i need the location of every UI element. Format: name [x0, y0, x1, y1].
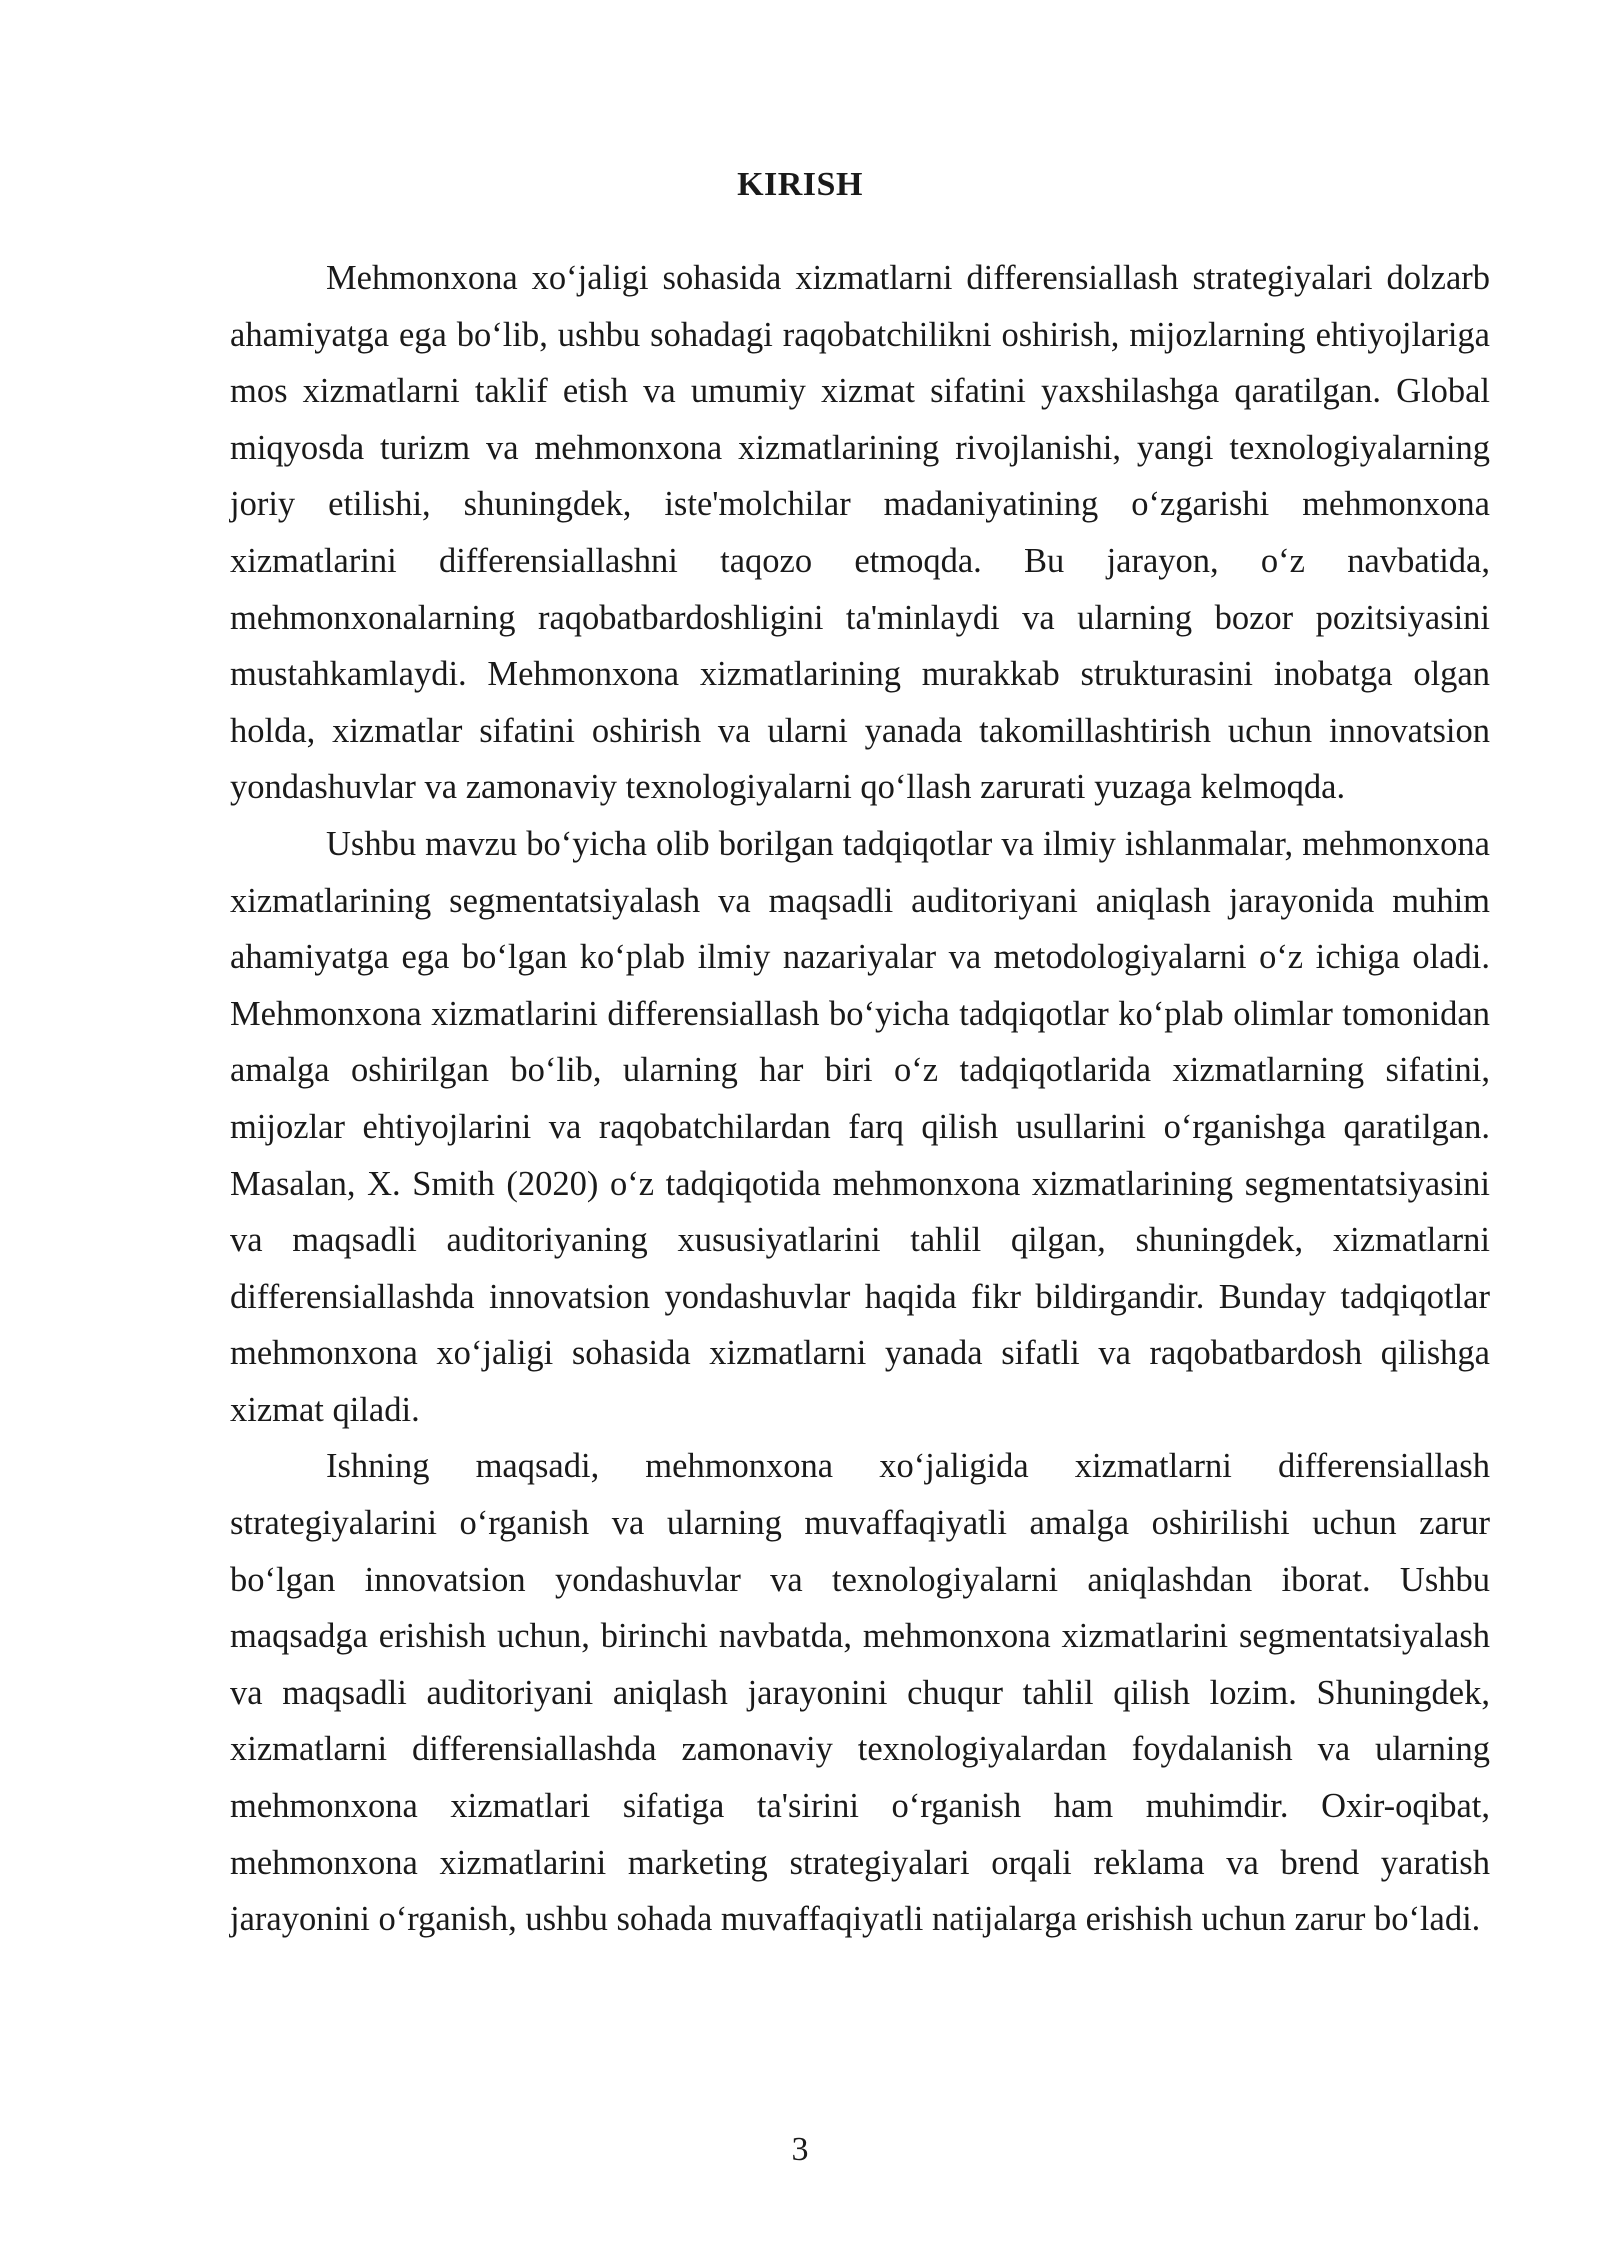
page-number: 3: [791, 2131, 809, 2168]
paragraph-1: Mehmonxona xo‘jaligi sohasida xizmatlarni differensiallash strategiyalari dolzarb ahamiyatga ega bo‘lib, ushbu sohadagi raqobatchilikni oshirish, mijozlarning ehtiyojlariga mos xizmatlarni taklif etish va umumiy xizmat sifatini yaxshilashga qaratilgan. Global miqyosda turizm va mehmonxona xizmatlarining rivojlanishi, yangi texnologiyalarning joriy etilishi, shuningdek, iste'molchilar madaniyatining o‘zgarishi mehmonxona xizmatlarini differensiallashni taqozo etmoqda. Bu jarayon, o‘z navbatida, mehmonxonalarning raqobatbardoshligini ta'minlaydi va ularning bozor pozitsiyasini mustahkamlaydi. Mehmonxona xizmatlarining murakkab strukturasini inobatga olgan holda, xizmatlar sifatini oshirish va ularni yanada takomillashtirish uchun innovatsion yondashuvlar va zamonaviy texnologiyalarni qo‘llash zarurati yuzaga kelmoqda.: [230, 259, 1490, 807]
body-text: [230, 250, 1490, 1948]
paragraph-2: Ushbu mavzu bo‘yicha olib borilgan tadqiqotlar va ilmiy ishlanmalar, mehmonxona xizmatlarining segmentatsiyalash va maqsadli auditoriyani aniqlash jarayonida muhim ahamiyatga ega bo‘lgan ko‘plab ilmiy nazariyalar va metodologiyalarni o‘z ichiga oladi. Mehmonxona xizmatlarini differensiallash bo‘yicha tadqiqotlar ko‘plab olimlar tomonidan amalga oshirilgan bo‘lib, ularning har biri o‘z tadqiqotlarida xizmatlarning sifatini, mijozlar ehtiyojlarini va raqobatchilardan farq qilish usullarini o‘rganishga qaratilgan. Masalan, X. Smith (2020) o‘z tadqiqotida mehmonxona xizmatlarining segmentatsiyasini va maqsadli auditoriyaning xususiyatlarini tahlil qilgan, shuningdek, xizmatlarni differensiallashda innovatsion yondashuvlar haqida fikr bildirgandir. Bunday tadqiqotlar mehmonxona xo‘jaligi sohasida xizmatlarni yanada sifatli va raqobatbardosh qilishga xizmat qiladi.: [230, 824, 1490, 1429]
paragraph-3: Ishning maqsadi, mehmonxona xo‘jaligida xizmatlarni differensiallash strategiyalarini o‘rganish va ularning muvaffaqiyatli amalga oshirilishi uchun zarur bo‘lgan innovatsion yondashuvlar va texnologiyalarni aniqlashdan iborat. Ushbu maqsadga erishish uchun, birinchi navbatda, mehmonxona xizmatlarini segmentatsiyalash va maqsadli auditoriyani aniqlash jarayonini chuqur tahlil qilish lozim. Shuningdek, xizmatlarni differensiallashda zamonaviy texnologiyalardan foydalanish va ularning mehmonxona xizmatlari sifatiga ta'sirini o‘rganish ham muhimdir. Oxir-oqibat, mehmonxona xizmatlarini marketing strategiyalari orqali reklama va brend yaratish jarayonini o‘rganish, ushbu sohada muvaffaqiyatli natijalarga erishish uchun zarur bo‘ladi.: [230, 1447, 1490, 1939]
section-title: KIRISH: [737, 166, 863, 203]
